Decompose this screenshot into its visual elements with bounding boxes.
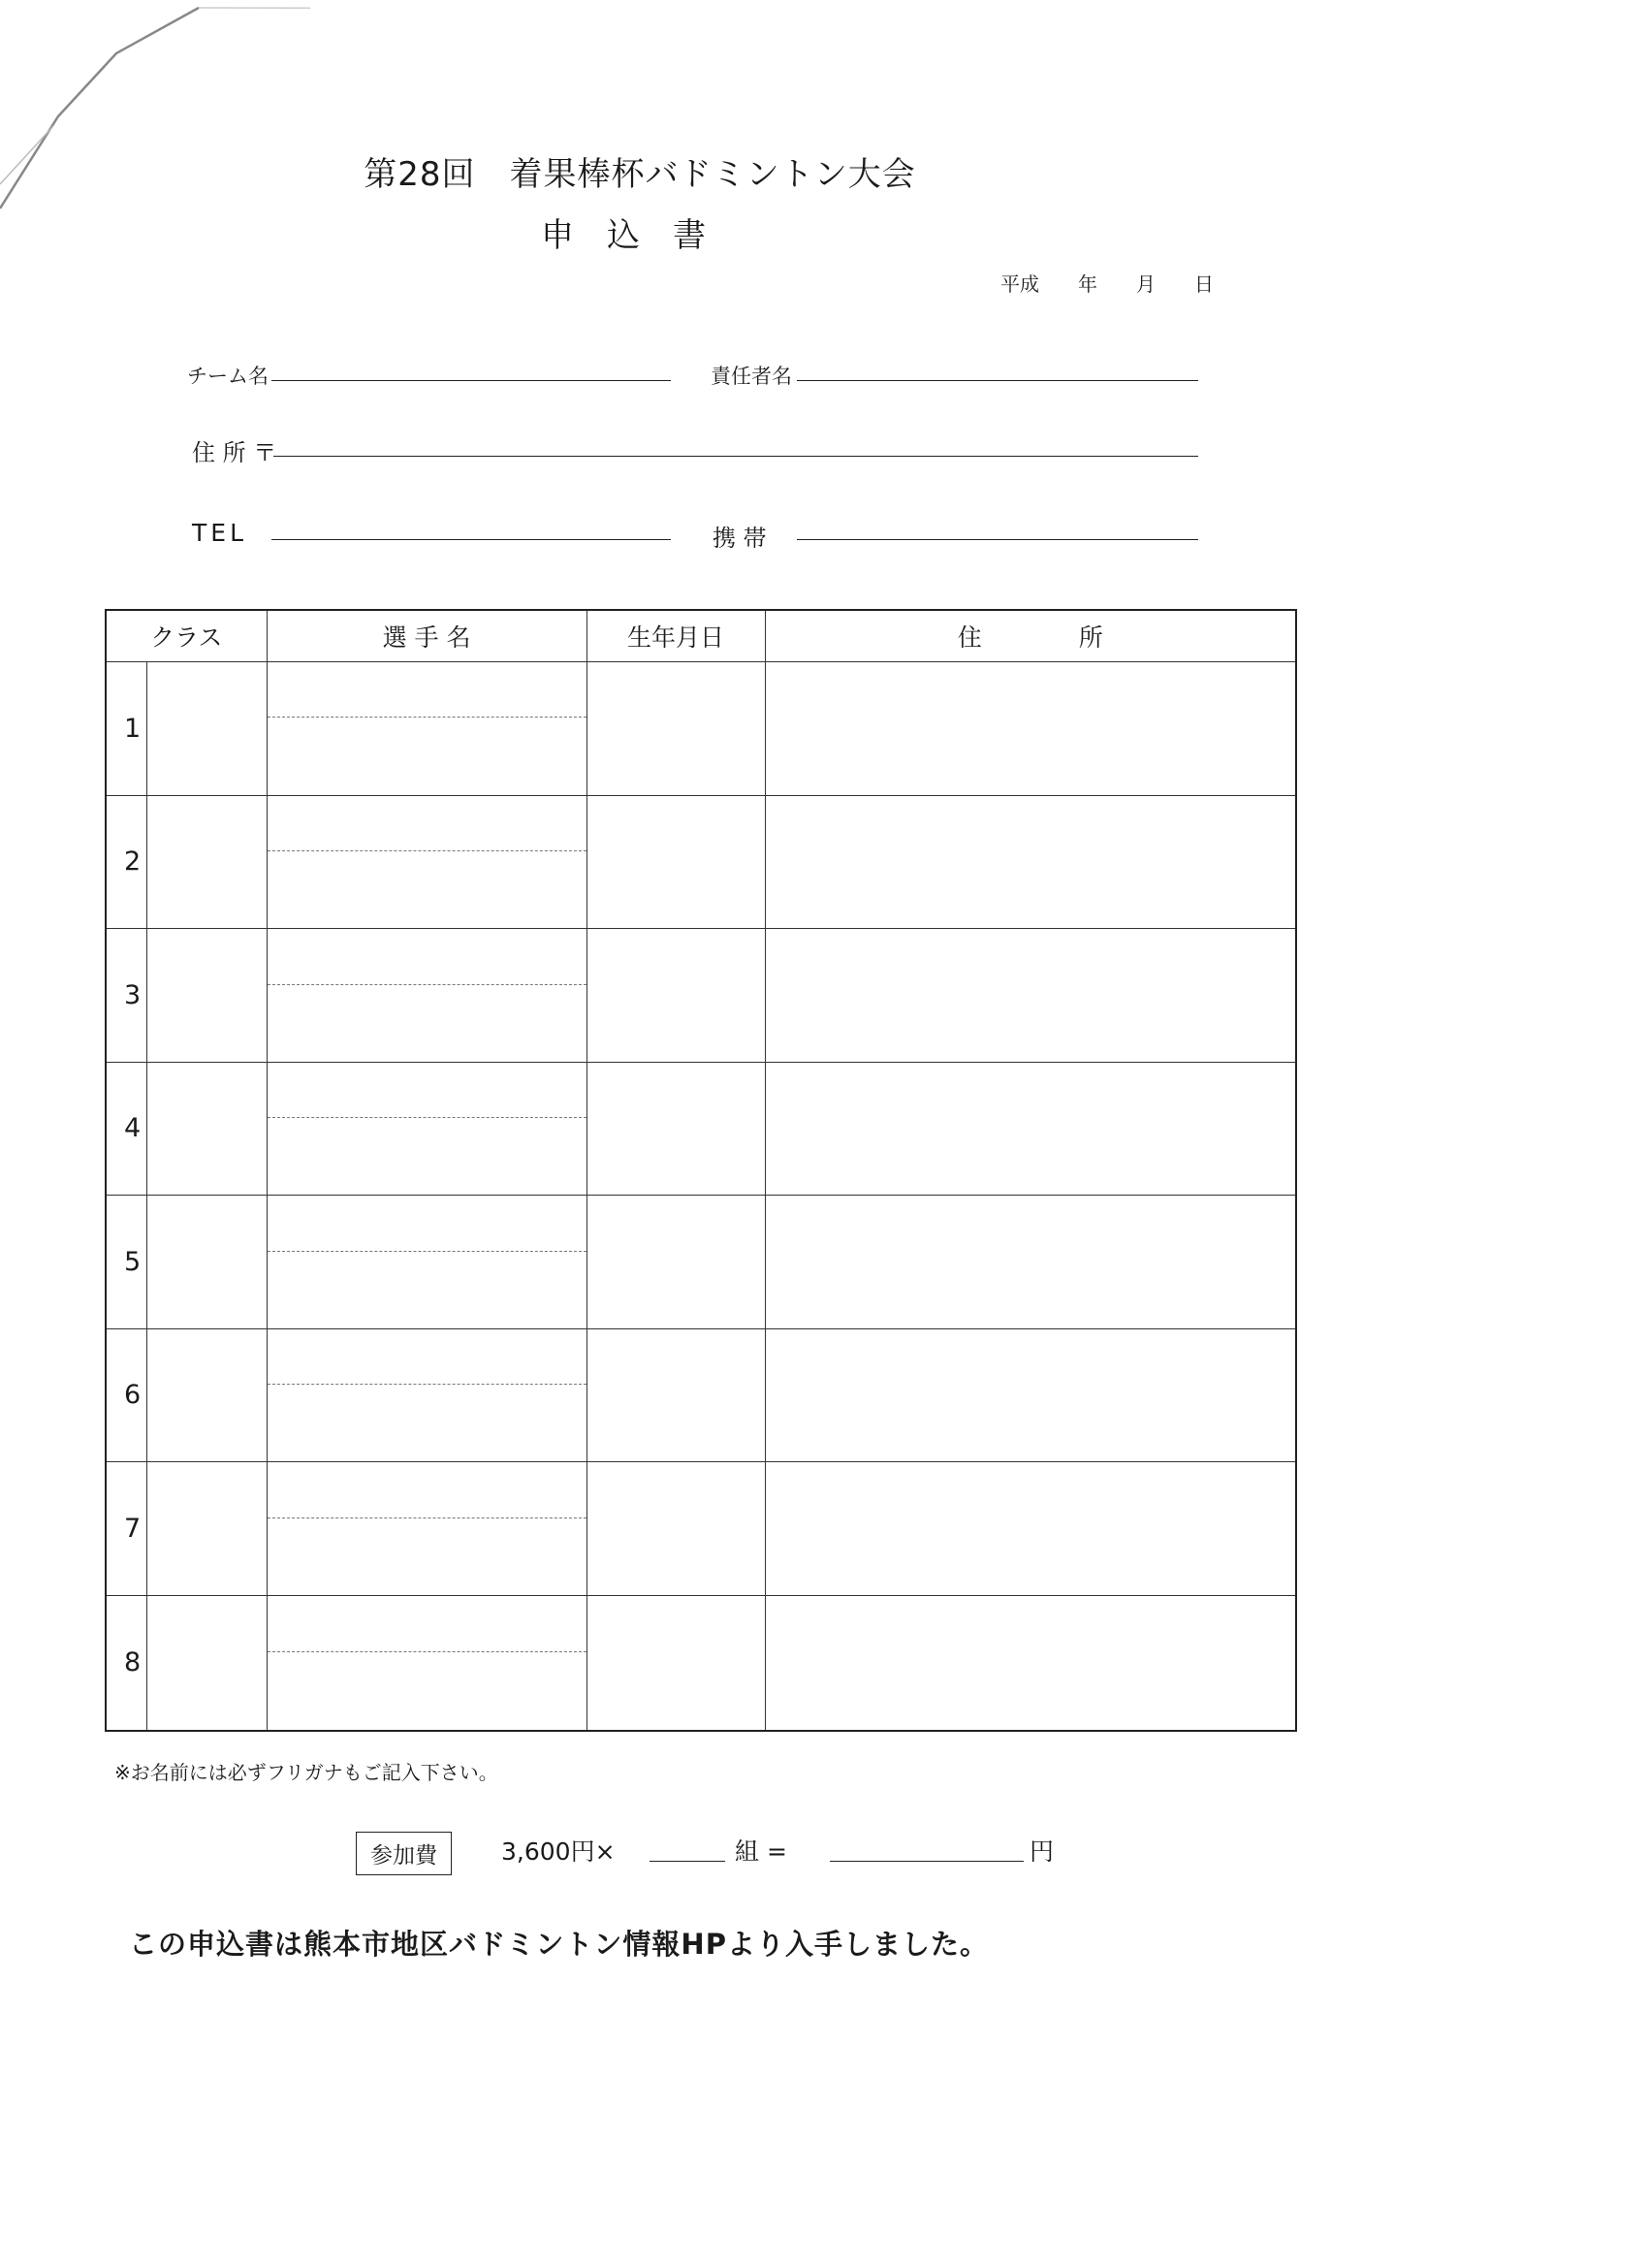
table-row [106, 662, 1296, 796]
address-cell[interactable] [765, 1062, 1296, 1196]
table-row [106, 1462, 1296, 1596]
fee-total-input-line[interactable] [830, 1861, 1024, 1862]
player-name-cell[interactable] [267, 1062, 586, 1196]
address-cell[interactable] [765, 929, 1296, 1063]
birthdate-cell[interactable] [586, 929, 765, 1063]
tel-label: TEL [192, 519, 247, 547]
table-row [106, 1196, 1296, 1329]
birthdate-cell[interactable] [586, 662, 765, 796]
class-cell[interactable] [146, 1328, 267, 1462]
fee-group-text: 組 = [735, 1837, 787, 1866]
mobile-label: 携 帯 [713, 525, 767, 552]
player-name-cell[interactable] [267, 929, 586, 1063]
fee-amount-text: 3,600円× [501, 1837, 616, 1866]
player-name-cell[interactable] [267, 795, 586, 929]
row-number: 8 [106, 1595, 146, 1731]
player-name-column-header: 選 手 名 [267, 610, 586, 662]
address-cell[interactable] [765, 795, 1296, 929]
fee-label-box: 参加費 [356, 1832, 452, 1875]
row-number: 6 [106, 1328, 146, 1462]
row-number: 1 [106, 662, 146, 796]
birthdate-cell[interactable] [586, 1196, 765, 1329]
team-name-label: チーム名 [187, 365, 269, 388]
row-number: 3 [106, 929, 146, 1063]
birthdate-cell[interactable] [586, 795, 765, 929]
class-cell[interactable] [146, 1196, 267, 1329]
row-number: 5 [106, 1196, 146, 1329]
birthdate-cell[interactable] [586, 1462, 765, 1596]
table-row [106, 795, 1296, 929]
table-row [106, 1062, 1296, 1196]
player-name-cell[interactable] [267, 1196, 586, 1329]
class-column-header: クラス [106, 610, 267, 662]
class-cell[interactable] [146, 1595, 267, 1731]
fee-unit-text: 円 [1030, 1837, 1055, 1866]
row-number: 7 [106, 1462, 146, 1596]
date-field: 平成 年 月 日 [1000, 272, 1214, 296]
player-name-cell[interactable] [267, 1328, 586, 1462]
table-row [106, 1595, 1296, 1731]
address-label: 住 所 〒 [192, 439, 277, 466]
player-name-cell[interactable] [267, 1595, 586, 1731]
row-number: 2 [106, 795, 146, 929]
player-name-cell[interactable] [267, 662, 586, 796]
birthdate-cell[interactable] [586, 1062, 765, 1196]
table-header-row [106, 610, 1296, 662]
address-cell[interactable] [765, 1462, 1296, 1596]
class-cell[interactable] [146, 1062, 267, 1196]
manager-name-label: 責任者名 [711, 365, 792, 388]
address-cell[interactable] [765, 1328, 1296, 1462]
address-column-header: 住 所 [765, 610, 1296, 662]
source-note: この申込書は熊本市地区バドミントン情報HPより入手しました。 [129, 1928, 989, 1961]
address-cell[interactable] [765, 1196, 1296, 1329]
table-row [106, 1328, 1296, 1462]
address-input-line[interactable] [273, 456, 1198, 457]
player-name-cell[interactable] [267, 1462, 586, 1596]
table-row [106, 929, 1296, 1063]
tel-input-line[interactable] [271, 539, 671, 540]
form-subtitle: 申込書 [541, 216, 739, 255]
class-cell[interactable] [146, 795, 267, 929]
form-title: 第28回 着果棒杯バドミントン大会 [364, 155, 916, 194]
birthdate-cell[interactable] [586, 1595, 765, 1731]
group-count-input-line[interactable] [650, 1861, 725, 1862]
row-number: 4 [106, 1062, 146, 1196]
class-cell[interactable] [146, 929, 267, 1063]
team-name-input-line[interactable] [271, 380, 671, 381]
address-cell[interactable] [765, 1595, 1296, 1731]
class-cell[interactable] [146, 1462, 267, 1596]
players-table [105, 609, 1297, 1732]
birthdate-cell[interactable] [586, 1328, 765, 1462]
mobile-input-line[interactable] [797, 539, 1198, 540]
class-cell[interactable] [146, 662, 267, 796]
birthdate-column-header: 生年月日 [586, 610, 765, 662]
manager-name-input-line[interactable] [797, 380, 1198, 381]
address-cell[interactable] [765, 662, 1296, 796]
furigana-note: ※お名前には必ずフリガナもご記入下さい。 [114, 1761, 498, 1784]
